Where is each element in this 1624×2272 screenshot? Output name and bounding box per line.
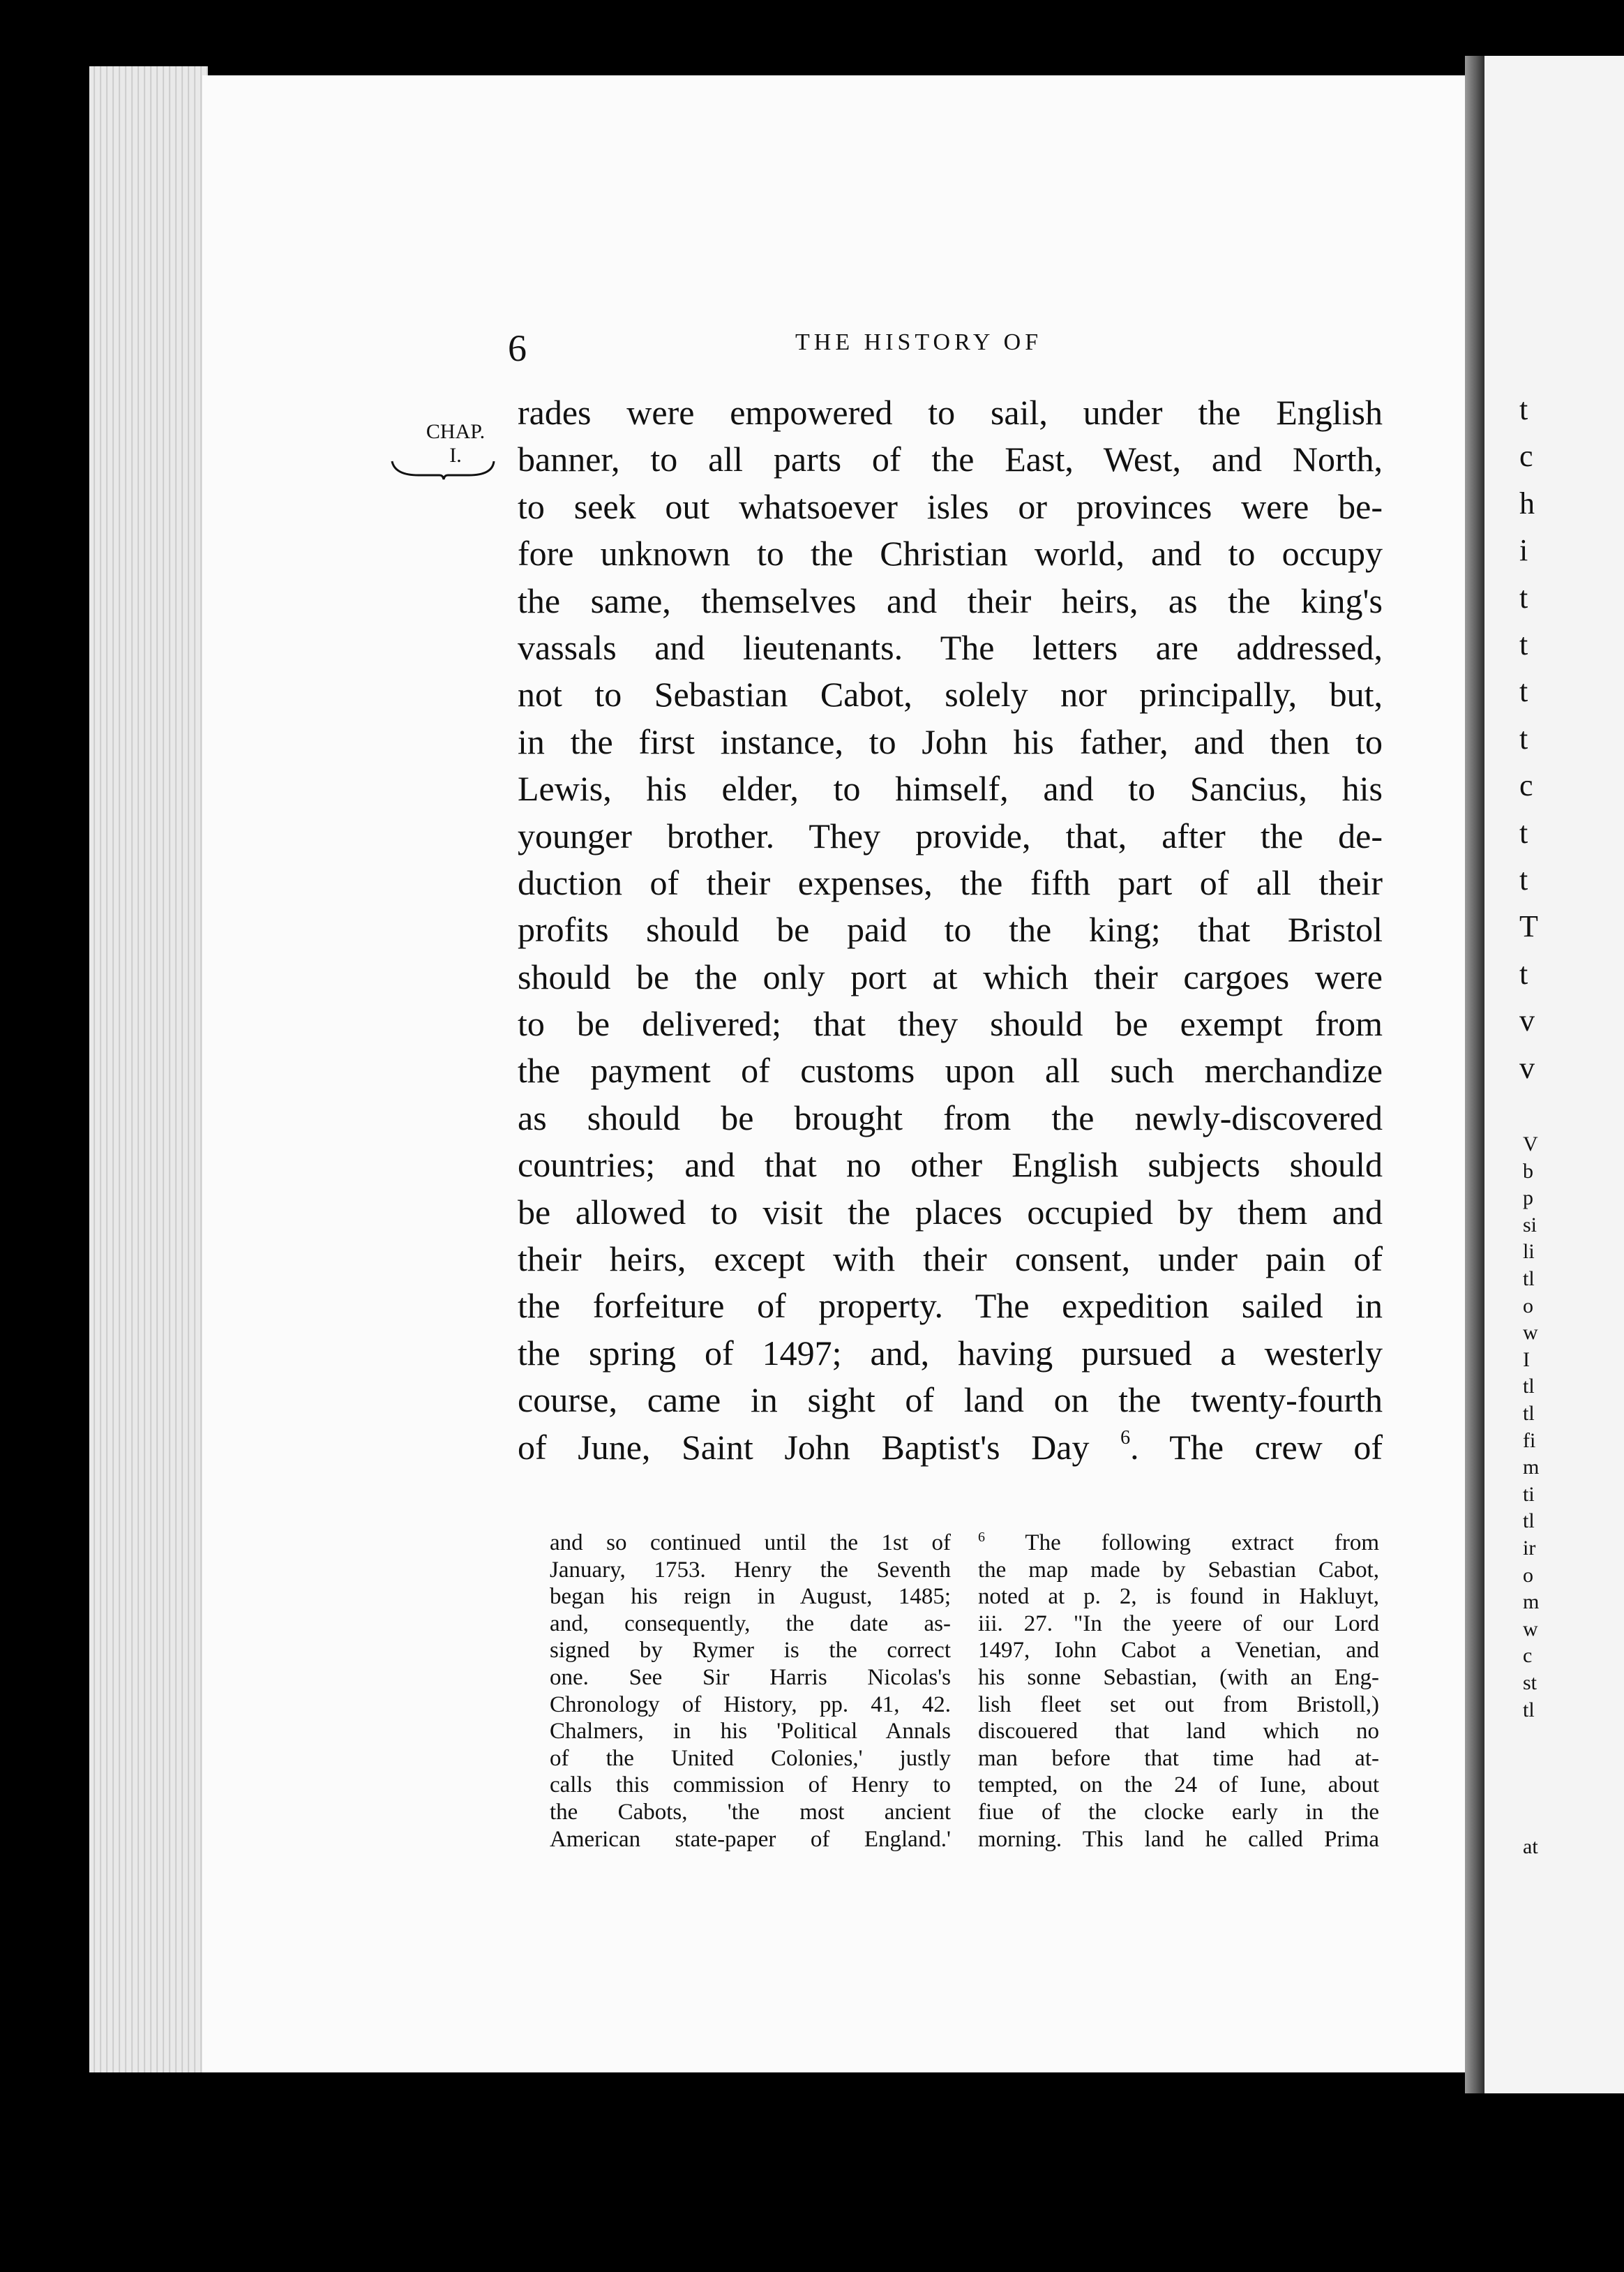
facing-page-fragment: t: [1519, 627, 1528, 662]
facing-page-fragment: v: [1519, 1050, 1535, 1085]
body-line: as should be brought from the newly-discovered: [518, 1098, 1383, 1137]
footnote-line: noted at p. 2, is found in Hakluyt,: [978, 1584, 1379, 1610]
body-line: the payment of customs upon all such merchandize: [518, 1051, 1383, 1091]
body-text: [518, 389, 1383, 1471]
facing-page-fragment: b: [1523, 1159, 1533, 1183]
facing-page-fragment: ir: [1523, 1537, 1536, 1560]
footnote-6-marker: 6: [978, 1530, 985, 1545]
footnote-line: 1497, Iohn Cabot a Venetian, and: [978, 1638, 1379, 1664]
body-line: the same, themselves and their heirs, as the king's: [518, 581, 1383, 620]
footnote-column-right: [978, 1530, 1379, 1853]
facing-page-fragment: tl: [1523, 1375, 1535, 1398]
facing-page-fragment: li: [1523, 1240, 1535, 1264]
facing-page-fragment: i: [1519, 533, 1528, 568]
facing-page-fragment: t: [1519, 580, 1528, 615]
body-line: banner, to all parts of the East, West, and North,: [518, 440, 1383, 479]
chapter-brace-icon: [391, 457, 495, 481]
body-last-line-text: of June, Saint John Baptist's Day: [518, 1427, 1090, 1467]
facing-page-fragment: st: [1523, 1671, 1537, 1694]
body-line: countries; and that no other English subjects should: [518, 1145, 1383, 1185]
body-line: vassals and lieutenants. The letters are addressed,: [518, 627, 1383, 667]
body-line: be allowed to visit the places occupied by them and: [518, 1192, 1383, 1232]
body-line: to seek out whatsoever isles or provinces were be-: [518, 486, 1383, 526]
running-head: THE HISTORY OF: [795, 329, 1043, 355]
body-line: not to Sebastian Cabot, solely nor principally, but,: [518, 675, 1383, 715]
body-last-line: [518, 1424, 1383, 1471]
footnote-line: Chronology of History, pp. 41, 42.: [550, 1691, 951, 1717]
facing-page-fragment: t: [1519, 674, 1528, 709]
footnote-line: tempted, on the 24 of Iune, about: [978, 1772, 1379, 1798]
footnote-line: began his reign in August, 1485;: [550, 1584, 951, 1610]
facing-page-fragment: t: [1519, 392, 1528, 426]
facing-page-fragment: fi: [1523, 1428, 1536, 1452]
body-line: the spring of 1497; and, having pursued a westerly: [518, 1333, 1383, 1373]
facing-page-fragment: ti: [1523, 1482, 1535, 1506]
facing-page-fragment: t: [1519, 956, 1528, 991]
footnote-line: morning. This land he called Prima: [978, 1826, 1379, 1852]
page-number: 6: [508, 327, 527, 369]
body-line: younger brother. They provide, that, after the de-: [518, 816, 1383, 855]
footnote-line: and, consequently, the date as-: [550, 1610, 951, 1636]
body-line: in the first instance, to John his father, and then to: [518, 722, 1383, 761]
facing-page-fragment: at: [1523, 1835, 1538, 1858]
facing-page-fragment: I: [1523, 1347, 1530, 1371]
stacked-page-edges: [89, 66, 208, 2072]
footnote-6-first-line-text: The following extract from: [985, 1530, 1379, 1555]
body-line: Lewis, his elder, to himself, and to Sancius, his: [518, 769, 1383, 809]
facing-page-fragment: p: [1523, 1186, 1533, 1210]
footnote-column-left: [550, 1530, 951, 1853]
facing-page-fragment: tl: [1523, 1267, 1535, 1290]
facing-page-fragment: tl: [1523, 1509, 1535, 1533]
footnote-line: one. See Sir Harris Nicolas's: [550, 1664, 951, 1690]
facing-page-fragment: m: [1523, 1456, 1540, 1479]
facing-page-fragment: c: [1519, 439, 1533, 474]
footnote-6-first-line: [978, 1530, 1379, 1557]
footnote-line: the Cabots, 'the most ancient: [550, 1799, 951, 1825]
facing-page-fragment: w: [1523, 1321, 1538, 1345]
footnote-line: man before that time had at-: [978, 1745, 1379, 1771]
body-last-line-tail: . The crew of: [1130, 1427, 1383, 1467]
facing-page: [1484, 56, 1624, 2093]
body-line: their heirs, except with their consent, under pain of: [518, 1239, 1383, 1279]
footnote-reference: 6: [1120, 1426, 1131, 1449]
body-line: to be delivered; that they should be exempt from: [518, 1004, 1383, 1044]
body-line: course, came in sight of land on the twenty-fourth: [518, 1380, 1383, 1420]
footnote-line: Chalmers, in his 'Political Annals: [550, 1719, 951, 1744]
footnote-line: his sonne Sebastian, (with an Eng-: [978, 1664, 1379, 1690]
body-line: duction of their expenses, the fifth part of all their: [518, 862, 1383, 902]
body-line: rades were empowered to sail, under the English: [518, 393, 1383, 432]
facing-page-fragment: o: [1523, 1294, 1533, 1317]
chapter-label: CHAP.: [426, 420, 486, 443]
facing-page-fragment: t: [1519, 862, 1528, 897]
facing-page-fragment: tl: [1523, 1698, 1535, 1721]
footnote-line: the map made by Sebastian Cabot,: [978, 1557, 1379, 1583]
footnote-line: iii. 27. "In the yeere of our Lord: [978, 1610, 1379, 1636]
facing-page-fragment: m: [1523, 1590, 1540, 1614]
footnote-line: signed by Rymer is the correct: [550, 1638, 951, 1664]
footnote-line: fiue of the clocke early in the: [978, 1799, 1379, 1825]
facing-page-fragment: o: [1523, 1563, 1533, 1587]
footnote-line: discouered that land which no: [978, 1719, 1379, 1744]
body-line: the forfeiture of property. The expedition sailed in: [518, 1286, 1383, 1326]
facing-page-fragment: t: [1519, 721, 1528, 756]
chapter-number: I.: [449, 444, 462, 467]
footnote-line: lish fleet set out from Bristoll,): [978, 1691, 1379, 1717]
facing-page-fragment: tl: [1523, 1402, 1535, 1425]
body-line: profits should be paid to the king; that Bristol: [518, 910, 1383, 950]
body-line: should be the only port at which their cargoes were: [518, 957, 1383, 996]
footnote-line: calls this commission of Henry to: [550, 1772, 951, 1798]
facing-page-fragment: t: [1519, 815, 1528, 850]
facing-page-fragment: c: [1519, 768, 1533, 803]
footnote-line: January, 1753. Henry the Seventh: [550, 1557, 951, 1583]
facing-page-fragment: si: [1523, 1213, 1537, 1236]
footnote-line: of the United Colonies,' justly: [550, 1745, 951, 1771]
facing-page-fragment: V: [1523, 1133, 1538, 1156]
facing-page-fragment: T: [1519, 909, 1538, 944]
book-gutter: [1465, 56, 1484, 2093]
facing-page-fragment: w: [1523, 1617, 1538, 1641]
facing-page-fragment: v: [1519, 1003, 1535, 1038]
facing-page-fragment: h: [1519, 486, 1535, 521]
footnote-line: American state-paper of England.': [550, 1826, 951, 1852]
facing-page-fragment: c: [1523, 1644, 1533, 1668]
footnote-line: and so continued until the 1st of: [550, 1530, 951, 1555]
body-line: fore unknown to the Christian world, and to occupy: [518, 534, 1383, 574]
